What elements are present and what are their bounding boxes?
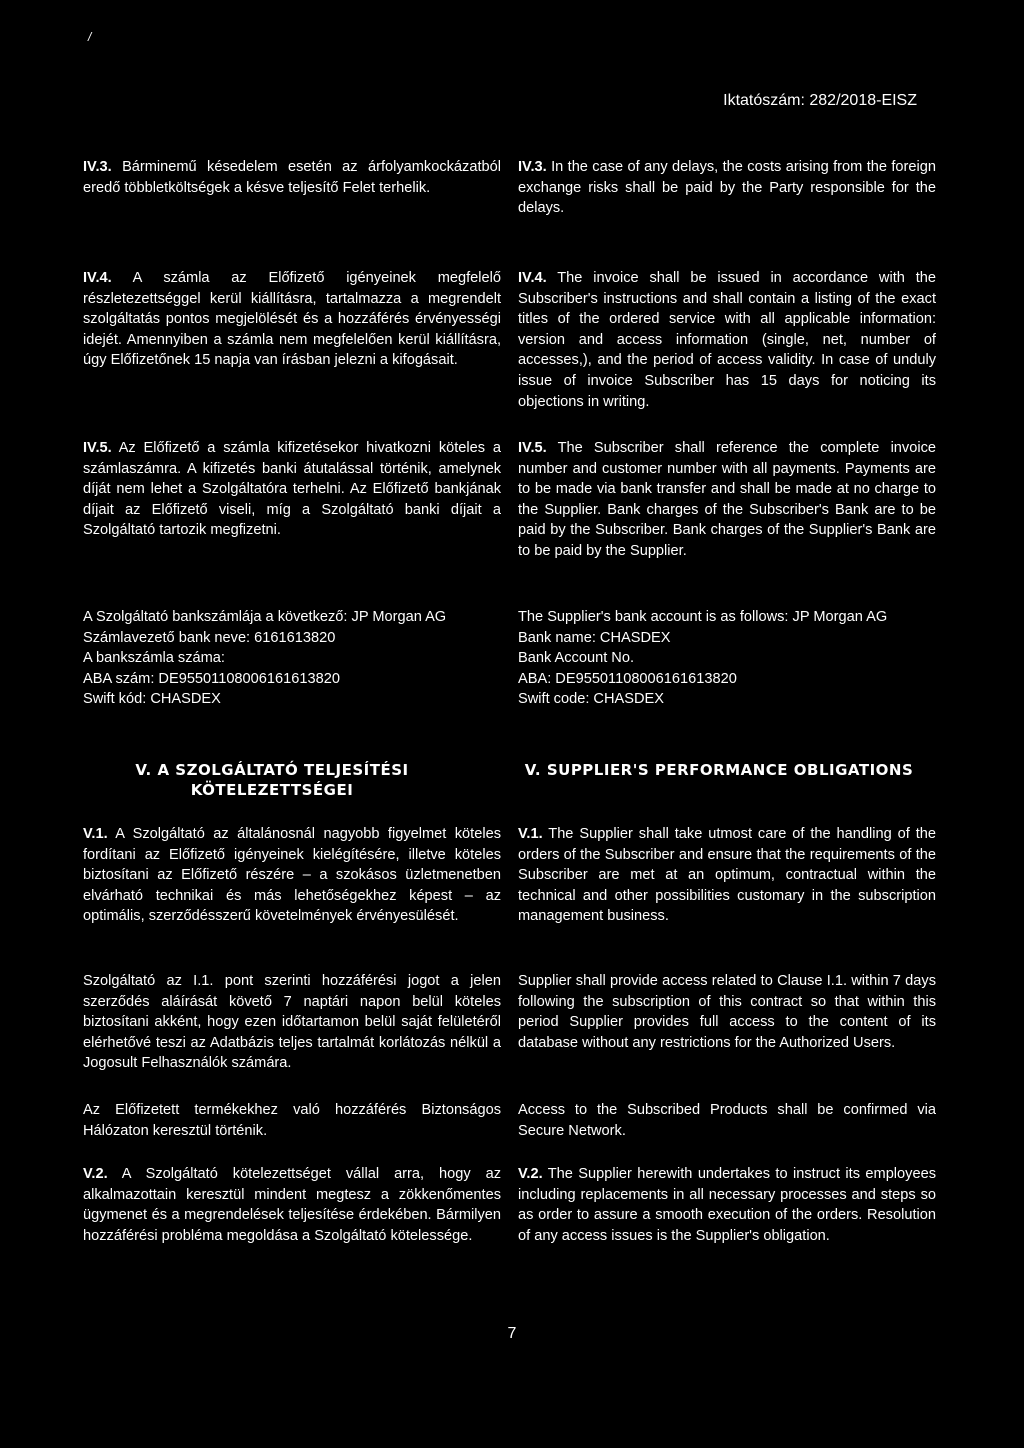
access-paragraph-hu: Szolgáltató az I.1. pont szerinti hozzáférési jogot a jelen szerződés aláírását követő 7 naptári napon belül köteles biztosítani akként, hogy ezen időtartamon belül saját felületéről elérhetővé teszi az Adatbázis teljes tartalmát korlátozás nélkül a Jogosult Felhasználók számára. — [83, 973, 501, 1072]
paragraph-text: The Supplier shall take utmost care of the handling of the orders of the Subscriber and ensure that the requirements of the Subscriber are met at an optimum, contractual within the technical and other possibilities customary in the subscription management business. — [518, 826, 936, 925]
margin-mark: / — [88, 30, 92, 44]
bank-line: Bank name: CHASDEX — [518, 629, 671, 646]
section-iv4-hu — [83, 268, 501, 371]
bank-line: The Supplier's bank account is as follows: JP Morgan AG — [518, 609, 888, 625]
bank-line: ABA: DE95501108006161613820 — [518, 670, 737, 687]
paragraph-text: A számla az Előfizető igényeinek megfelelő részletezettséggel kerül kiállításra, tartalmazza a megrendelt szolgáltatás pontos megjelölését és a hozzáférés érvényességi idejét. Amennyiben a számla nem megfelelően kerül kiállításra, úgy Előfizetőnek 15 napja van írásban jelezni a kifogásait. — [83, 270, 501, 369]
paragraph-text: Az Előfizető a számla kifizetésekor hivatkozni köteles a számlaszámra. A kifizetés banki átutalással történik, amelynek díját nem lehet a Szolgáltatóra terhelni. Az Előfizető bankjának díjait az Előfizető viseli, míg a Szolgáltató banki díjait a Szolgáltató tartozik megfizetni. — [83, 440, 501, 539]
bank-line: Bank Account No. — [518, 650, 635, 667]
paragraph-text: A Szolgáltató az általánosnál nagyobb figyelmet köteles fordítani az Előfizető igényeinek kielégítésére, illetve köteles biztosítani az Előfizető részére – a szokásos üzletmenetben elvárható technikai és más lehetőségekhez képest – az optimális, szerződésszerű követelmények érvényesülését. — [83, 826, 501, 925]
section-v-heading-hu: V. A SZOLGÁLTATÓ TELJESÍTÉSI KÖTELEZETTSÉGEI — [135, 761, 409, 799]
section-number: IV.5. — [518, 440, 547, 456]
secure-network-paragraph-en: Access to the Subscribed Products shall be confirmed via Secure Network. — [518, 1102, 936, 1139]
section-v-heading-en: V. SUPPLIER'S PERFORMANCE OBLIGATIONS — [524, 761, 914, 779]
page-number: 7 — [507, 1325, 517, 1342]
paragraph-text: In the case of any delays, the costs arising from the foreign exchange risks shall be paid by the Party responsible for the delays. — [518, 159, 936, 217]
section-number: V.2. — [518, 1166, 543, 1182]
section-iv5-hu — [83, 438, 501, 541]
bank-line: A bankszámla száma: — [83, 650, 225, 667]
bank-details-en — [518, 607, 936, 710]
bank-line: ABA szám: DE95501108006161613820 — [83, 670, 340, 687]
bank-line: A Szolgáltató bankszámlája a következő: JP Morgan AG — [83, 609, 447, 625]
bank-line: Számlavezető bank neve: 6161613820 — [83, 629, 336, 646]
secure-network-paragraph-hu: Az Előfizetett termékekhez való hozzáférés Biztonságos Hálózaton keresztül történik. — [83, 1102, 501, 1139]
section-iv4-en — [518, 268, 936, 412]
bank-line: Swift kód: CHASDEX — [83, 691, 221, 708]
section-number: V.2. — [83, 1166, 108, 1182]
paragraph-text: The invoice shall be issued in accordance with the Subscriber's instructions and shall contain a listing of the exact titles of the ordered service with all applicable information: version and access information (single, net, number of accesses,), and the period of access validity. In case of unduly issue of invoice Subscriber has 15 days for noticing its objections in writing. — [518, 270, 936, 410]
section-iv3-en — [518, 157, 936, 219]
section-v1-hu — [83, 824, 501, 927]
section-number: IV.3. — [518, 159, 547, 175]
section-number: IV.5. — [83, 440, 112, 456]
section-number: V.1. — [83, 826, 108, 842]
section-v2-en — [518, 1164, 936, 1246]
document-reference-number: Iktatószám: 282/2018-EISZ — [723, 92, 917, 109]
section-iv5-en — [518, 438, 936, 562]
paragraph-text: A Szolgáltató kötelezettséget vállal arra, hogy az alkalmazottain keresztül mindent megtesz a zökkenőmentes ügymenet és a megrendelések teljesítése érdekében. Bármilyen hozzáférési probléma megoldása a Szolgáltató kötelessége. — [83, 1166, 502, 1244]
paragraph-text: Bárminemű késedelem esetén az árfolyamkockázatból eredő többletköltségek a késve teljesítő Felet terhelik. — [83, 159, 501, 196]
section-number: V.1. — [518, 826, 543, 842]
bank-details-hu — [83, 607, 501, 710]
paragraph-text: The Supplier herewith undertakes to instruct its employees including replacements in all necessary processes and steps so as order to assure a smooth execution of the orders. Resolution of any access issues is the Supplier's obligation. — [518, 1166, 936, 1244]
paragraph-text: The Subscriber shall reference the complete invoice number and customer number with all payments. Payments are to be made via bank transfer and shall be made at no charge to the Supplier. Bank charges of the Subscriber's Bank are to be paid by the Subscriber. Bank charges of the Supplier's Bank are to be paid by the Supplier. — [518, 440, 936, 559]
section-number: IV.4. — [83, 270, 112, 286]
bank-line: Swift code: CHASDEX — [518, 691, 664, 708]
section-number: IV.3. — [83, 159, 112, 175]
section-v1-en — [518, 824, 936, 927]
section-v2-hu — [83, 1164, 501, 1246]
section-iv3-hu — [83, 157, 501, 198]
access-paragraph-en: Supplier shall provide access related to Clause I.1. within 7 days following the subscription of this contract so that within this period Supplier provides full access to the content of its database without any restrictions for the Authorized Users. — [518, 973, 936, 1051]
section-number: IV.4. — [518, 270, 547, 286]
